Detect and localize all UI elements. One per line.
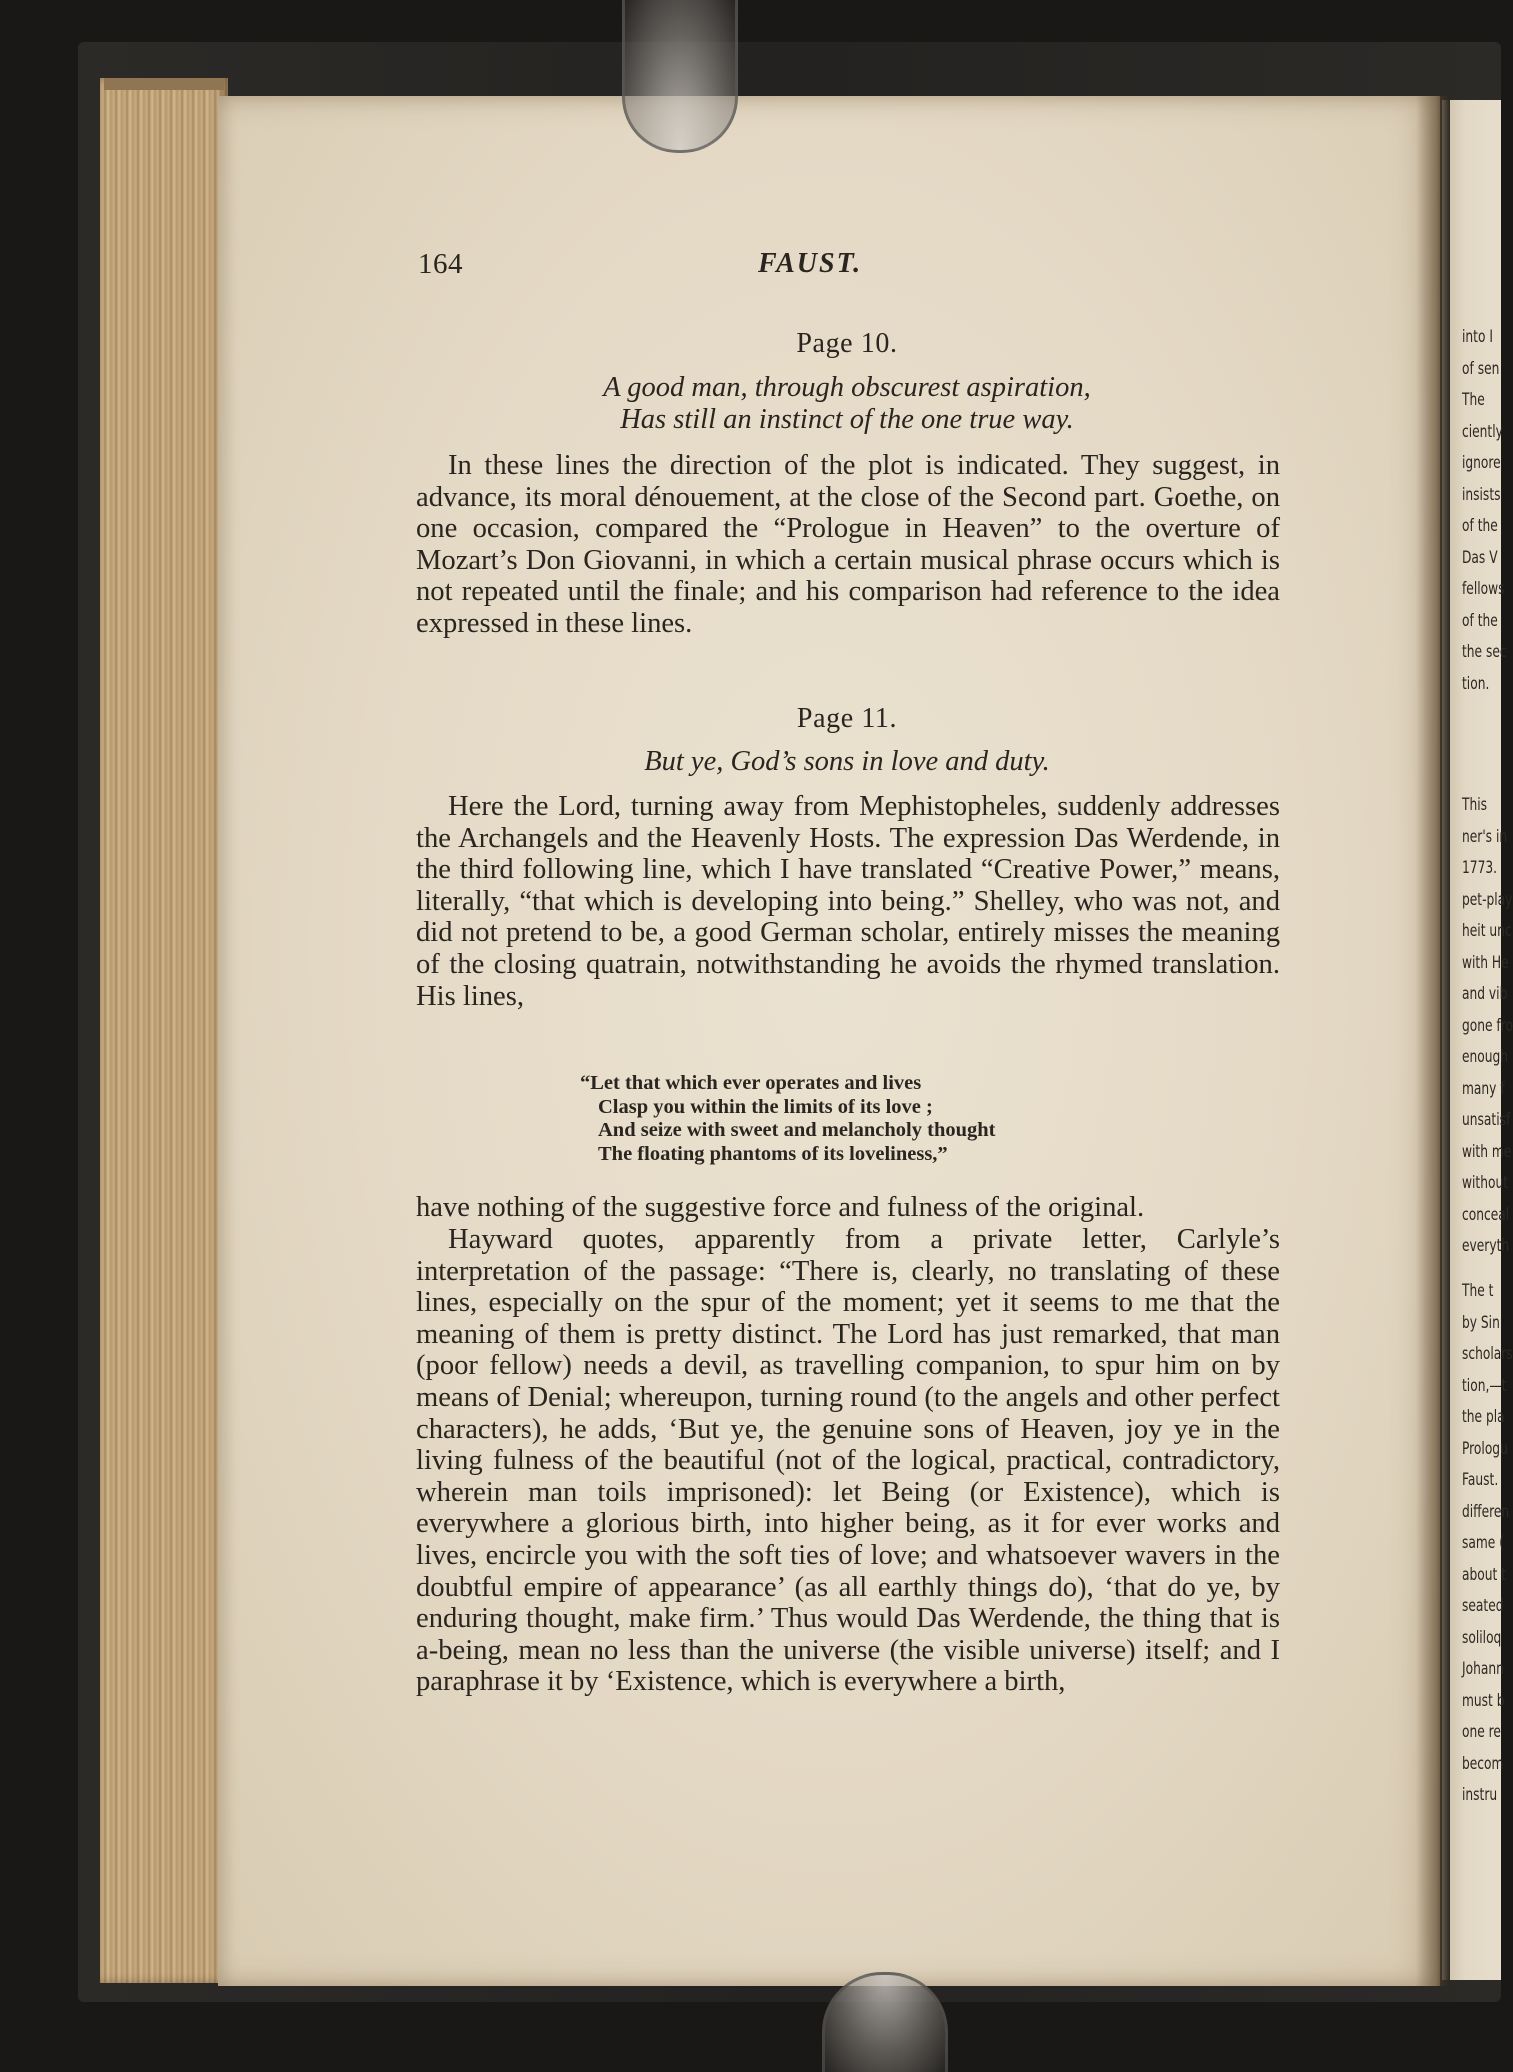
facing-page-fragment: conceal (1462, 1204, 1510, 1225)
verse-line: A good man, through obscurest aspiration, (603, 372, 1091, 403)
facing-page-fragment: This (1462, 795, 1488, 815)
paragraph-text: In these lines the direction of the plot is indicated. They suggest, in advance, its moral dénouement, at the close of the Second part. Goethe, on one occasion, compared the “Prologue in Heaven” to the overture of Mozart’s Don Giovanni, in which a certain musical phrase occurs which is not repeated until the finale; and his comparison had reference to the idea expressed in these lines. (416, 450, 1280, 639)
page-number: 164 (418, 248, 463, 280)
quote-line: And seize with sweet and melancholy thought (598, 1119, 996, 1141)
quote-line: The floating phantoms of its loveliness,” (598, 1142, 948, 1165)
facing-page-fragment: pet-play (1462, 889, 1513, 910)
paragraph (416, 450, 1280, 640)
quote-line: “Let that which ever operates and lives (580, 1072, 922, 1094)
facing-page-fragment: of the (1462, 610, 1498, 631)
running-title: FAUST. (758, 248, 863, 279)
facing-page-fragment: ner's in (1462, 826, 1508, 847)
facing-page-fragment: ciently (1462, 421, 1503, 442)
facing-page-fragment: must b (1462, 1690, 1505, 1711)
facing-page-fragment: seated (1462, 1596, 1504, 1616)
facing-page-fragment: The t (1462, 1281, 1494, 1301)
facing-page-fragment: Das V (1462, 547, 1498, 568)
facing-page-fragment: soliloq (1462, 1627, 1502, 1648)
block-quotation (580, 1072, 1140, 1166)
facing-page-fragment: everyth (1462, 1236, 1510, 1256)
facing-page-fragment: fellows (1462, 579, 1505, 599)
quote-line: Clasp you within the limits of its love ; (598, 1095, 933, 1118)
facing-page-fragment: and vib (1462, 984, 1508, 1004)
facing-page-fragment: with me (1462, 1141, 1512, 1162)
facing-page-fragment: instru (1462, 1785, 1498, 1805)
page-edges (100, 78, 228, 1983)
facing-page-fragment: by Sin (1462, 1312, 1500, 1333)
facing-page-fragment: ignore (1462, 453, 1501, 473)
facing-page-fragment: becom (1462, 1753, 1504, 1774)
verse-quote (416, 372, 1278, 436)
facing-page-fragment: of the (1462, 516, 1498, 536)
verse-line: But ye, God’s sons in love and duty. (644, 746, 1050, 777)
facing-page-fragment: heit unc (1462, 921, 1512, 941)
paragraph-text: have nothing of the suggestive force and fulness of the original. (416, 1192, 1145, 1223)
facing-page-fragment: scholars (1462, 1344, 1513, 1364)
section-heading: Page 11. (796, 703, 898, 734)
facing-page-fragment: Johann (1462, 1659, 1504, 1679)
facing-page-fragment: the sec (1462, 642, 1507, 662)
facing-page-fragment: 1773. (1462, 858, 1498, 878)
facing-page-fragment: with He (1462, 952, 1509, 973)
paragraph-text: Hayward quotes, apparently from a private letter, Carlyle’s interpretation of the passage: “There is, clearly, no translating of these lines, especially on the spur of the moment; yet it seems to me that the meaning of them is pretty distinct. The Lord has just remarked, that man (poor fellow) needs a devil, as travelling companion, to spur him on by means of Denial; whereupon, turning round (to the angels and other perfect characters), he adds, ‘But ye, the genuine sons of Heaven, joy ye in the living fulness of the beautiful (not of the logical, practical, contradictory, wherein man toils imprisoned): let Being (or Existence), which is everywhere a glorious birth, into higher being, as it for ever works and lives, encircle you with the soft ties of love; and whatsoever wavers in the doubtful empire of appearance’ (as all earthly things do), ‘that do ye, by enduring thought, make firm.’ Thus would Das Werdende, the thing that is a-being, mean no less than the universe (the visible universe) itself; and I paraphrase it by ‘Existence, which is everywhere a birth, (416, 1224, 1280, 1698)
top-clip (622, 0, 738, 153)
facing-page-fragment: differen (1462, 1501, 1510, 1522)
facing-page-fragment: without (1462, 1173, 1509, 1193)
facing-page-fragment: enough (1462, 1047, 1509, 1067)
running-head (418, 248, 1280, 288)
facing-page-fragment: same ( (1462, 1533, 1505, 1553)
paragraph-text: Here the Lord, turning away from Mephistopheles, suddenly addresses the Archangels and the Heavenly Hosts. The expression Das Werdende, in the third following line, which I have translated “Creative Power,” means, literally, “that which is developing into being.” Shelley, who was not, and did not pretend to be, a good German scholar, entirely misses the meaning of the closing quatrain, notwithstanding he avoids the rhymed translation. His lines, (416, 791, 1280, 1012)
facing-page-fragment: unsatisf (1462, 1110, 1511, 1130)
facing-page-fragment: Prologu (1462, 1438, 1508, 1459)
facing-page-fragment: of sen (1462, 358, 1500, 379)
facing-page-fragment: gone fro (1462, 1015, 1513, 1036)
facing-page-fragment: into I (1462, 327, 1493, 347)
facing-page-fragment: one re (1462, 1722, 1501, 1742)
verse-quote (416, 746, 1278, 778)
page-edges-top (104, 78, 224, 90)
paragraph (416, 791, 1280, 1012)
facing-page-fragment: Faust. (1462, 1470, 1499, 1490)
facing-page-fragment: many f (1462, 1078, 1505, 1099)
facing-page-fragment: about t (1462, 1564, 1507, 1585)
facing-page-fragment: The (1462, 390, 1485, 410)
facing-page-fragment: tion,—t (1462, 1375, 1507, 1396)
facing-page-fragment: insists (1462, 484, 1501, 505)
paragraph-continuation (416, 1192, 1280, 1224)
paragraph (416, 1224, 1280, 1698)
verse-line: Has still an instinct of the one true way. (620, 404, 1074, 435)
facing-page-fragment: tion. (1462, 673, 1490, 694)
gutter-shadow (1416, 96, 1450, 1986)
facing-page-fragment: the pla (1462, 1407, 1505, 1427)
section-heading: Page 10. (796, 328, 898, 359)
